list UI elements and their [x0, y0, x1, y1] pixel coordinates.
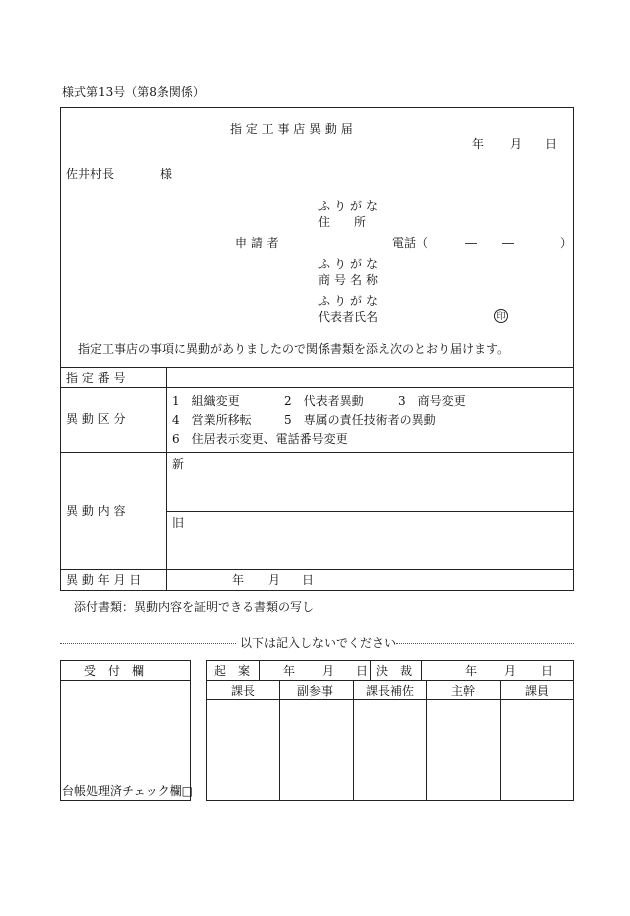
designation-number-label: 指 定 番 号	[66, 371, 126, 385]
change-date-year: 年	[232, 573, 245, 587]
approval-box	[206, 660, 574, 801]
representative-label: 代表者氏名	[318, 310, 379, 324]
row-line	[166, 511, 574, 512]
approval-col-line	[426, 680, 427, 801]
decision-label: 決 裁	[376, 664, 413, 678]
attachment-note: 添付書類：異動内容を証明できる書類の写し	[74, 600, 315, 614]
new-label: 新	[172, 457, 185, 471]
approval-col-line	[421, 660, 422, 680]
row-line	[60, 387, 574, 388]
role-section-chief: 課長	[231, 684, 256, 698]
approval-col-line	[500, 680, 501, 801]
form-title: 指 定 工 事 店 異 動 届	[230, 122, 353, 136]
option-2: 2 代表者異動	[284, 394, 364, 408]
row-line	[60, 452, 574, 453]
statement: 指定工事店の事項に異動がありましたので関係書類を添え次のとおり届けます。	[78, 342, 510, 356]
approval-line	[206, 699, 574, 700]
approval-col-line	[370, 660, 371, 680]
approval-col-line	[259, 660, 260, 680]
change-category-label: 異 動 区 分	[66, 412, 126, 426]
form-number: 様式第13号（第8条関係）	[62, 85, 205, 99]
date-year: 年	[472, 137, 485, 151]
row-line	[60, 569, 574, 570]
date-month: 月	[510, 137, 523, 151]
reception-box	[60, 660, 191, 801]
phone-label: 電話（	[392, 236, 429, 250]
divider-text: 以下は記入しないでください	[240, 636, 397, 650]
change-date-label: 異 動 年 月 日	[66, 573, 142, 587]
decision-year: 年	[465, 664, 478, 678]
reception-label: 受 付 欄	[84, 664, 145, 678]
role-manager: 主幹	[451, 684, 476, 698]
option-4: 4 営業所移転	[172, 413, 252, 427]
decision-month: 月	[504, 664, 517, 678]
divider-dots-right	[396, 643, 574, 644]
approval-col-line	[279, 680, 280, 801]
old-label: 旧	[172, 516, 185, 530]
role-assistant-chief: 課長補佐	[366, 684, 415, 698]
change-date-day: 日	[302, 573, 315, 587]
draft-label: 起 案	[214, 664, 251, 678]
role-staff: 課員	[525, 684, 550, 698]
change-content-label: 異 動 内 容	[66, 504, 126, 518]
phone-dash-1: ―	[465, 236, 477, 250]
approval-col-line	[353, 680, 354, 801]
ledger-check: 台帳処理済チェック欄□	[62, 784, 193, 798]
draft-day: 日	[356, 664, 369, 678]
role-deputy: 副参事	[297, 684, 334, 698]
phone-close: ）	[560, 236, 573, 250]
furigana-representative: ふりがな	[318, 294, 383, 308]
seal-icon: 印	[494, 309, 508, 323]
column-line	[166, 367, 167, 591]
change-date-month: 月	[268, 573, 281, 587]
phone-dash-2: ―	[502, 236, 514, 250]
address-label: 住 所	[318, 215, 367, 229]
draft-year: 年	[283, 664, 296, 678]
option-1: 1 組織変更	[172, 394, 240, 408]
option-3: 3 商号変更	[398, 394, 466, 408]
furigana-address: ふりがな	[318, 199, 383, 213]
honorific: 様	[160, 167, 173, 181]
addressee: 佐井村長	[66, 167, 115, 181]
draft-month: 月	[322, 664, 335, 678]
trade-name-label: 商号名称	[318, 273, 383, 287]
divider-dots-left	[60, 643, 236, 644]
decision-day: 日	[541, 664, 554, 678]
option-5: 5 専属の責任技術者の異動	[284, 413, 436, 427]
furigana-trade-name: ふりがな	[318, 257, 383, 271]
row-line	[60, 367, 574, 368]
approval-line	[206, 680, 574, 681]
reception-line	[60, 680, 191, 681]
date-day: 日	[545, 137, 558, 151]
option-6: 6 住居表示変更、電話番号変更	[172, 432, 348, 446]
applicant-label: 申 請 者	[235, 236, 279, 250]
